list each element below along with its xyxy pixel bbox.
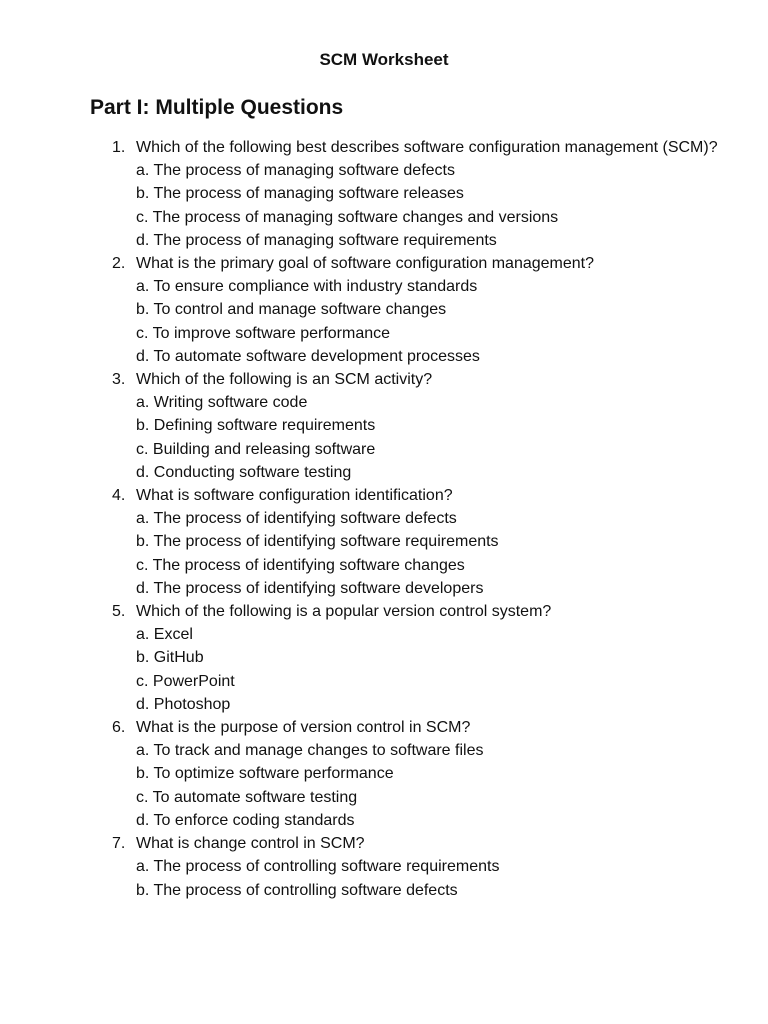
question-text: Which of the following is a popular version control system? [136, 603, 552, 621]
answer-options [136, 739, 728, 832]
answer-option: d. To automate software development processes [136, 347, 480, 365]
answer-option: a. Writing software code [136, 394, 308, 412]
answer-option: a. The process of managing software defects [136, 162, 455, 180]
answer-option: b. To control and manage software changes [136, 301, 447, 319]
answer-option: a. To ensure compliance with industry standards [136, 278, 478, 296]
answer-option: d. Conducting software testing [136, 463, 352, 481]
answer-option: c. To improve software performance [136, 324, 391, 342]
question-number: 4. [112, 487, 126, 505]
question-item-3 [0, 368, 768, 484]
answer-option: c. The process of managing software changes and versions [136, 208, 559, 226]
answer-option: c. To automate software testing [136, 788, 358, 806]
answer-option: d. The process of managing software requirements [136, 231, 497, 249]
question-number: 2. [112, 255, 126, 273]
answer-options [136, 855, 728, 901]
question-number: 7. [112, 835, 126, 853]
answer-option: a. To track and manage changes to software files [136, 742, 484, 760]
answer-option: b. The process of identifying software requirements [136, 533, 499, 551]
question-number: 6. [112, 719, 126, 737]
question-number: 3. [112, 371, 126, 389]
question-text: What is change control in SCM? [136, 835, 365, 853]
answer-options [136, 391, 728, 484]
answer-option: d. The process of identifying software developers [136, 579, 484, 597]
answer-option: c. The process of identifying software changes [136, 556, 465, 574]
answer-option: b. The process of controlling software defects [136, 881, 458, 899]
answer-options [136, 159, 728, 252]
answer-options [136, 275, 728, 368]
question-item-1 [0, 136, 768, 252]
question-item-6 [0, 716, 768, 832]
answer-option: a. The process of controlling software requirements [136, 858, 500, 876]
question-text: Which of the following is an SCM activity? [136, 371, 433, 389]
document-title: SCM Worksheet [319, 50, 449, 69]
question-text: What is software configuration identification? [136, 487, 453, 505]
question-list [0, 136, 768, 902]
question-text: What is the purpose of version control in SCM? [136, 719, 471, 737]
question-item-7 [0, 832, 768, 902]
question-item-5 [0, 600, 768, 716]
answer-option: d. Photoshop [136, 695, 231, 713]
answer-option: b. GitHub [136, 649, 204, 667]
answer-option: c. PowerPoint [136, 672, 235, 690]
question-item-4 [0, 484, 768, 600]
answer-options [136, 623, 728, 716]
answer-option: d. To enforce coding standards [136, 811, 355, 829]
answer-option: b. Defining software requirements [136, 417, 376, 435]
question-item-2 [0, 252, 768, 368]
question-text: Which of the following best describes software configuration management (SCM)? [136, 139, 718, 156]
answer-option: a. Excel [136, 626, 193, 644]
question-text: What is the primary goal of software configuration management? [136, 255, 595, 273]
answer-option: c. Building and releasing software [136, 440, 376, 458]
answer-option: b. To optimize software performance [136, 765, 394, 783]
question-number: 5. [112, 603, 126, 621]
answer-options [136, 507, 728, 600]
answer-option: a. The process of identifying software defects [136, 510, 457, 528]
question-number: 1. [112, 139, 126, 156]
section-heading: Part I: Multiple Questions [90, 96, 344, 119]
answer-option: b. The process of managing software releases [136, 185, 464, 203]
